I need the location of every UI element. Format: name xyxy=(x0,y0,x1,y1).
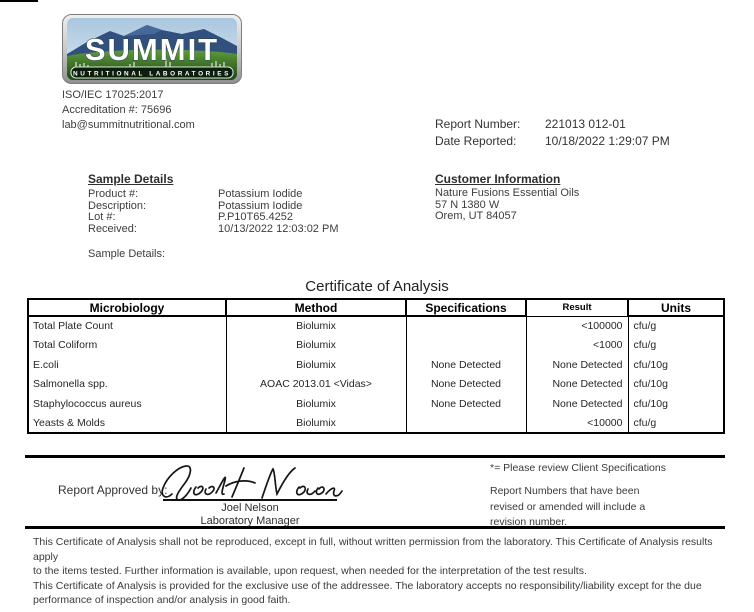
table-header-row xyxy=(28,299,724,316)
result-cell: None Detected xyxy=(526,355,628,375)
received-row xyxy=(88,224,338,236)
table-row xyxy=(28,336,724,356)
units-cell: cfu/g xyxy=(628,336,724,356)
disclaimer-text xyxy=(33,535,733,608)
customer-name: Nature Fusions Essential Oils xyxy=(435,187,580,199)
analyte-cell: E.coli xyxy=(28,355,226,375)
signature-line xyxy=(163,499,337,501)
report-approved-by-label: Report Approved by: xyxy=(58,483,168,497)
lab-info xyxy=(62,88,195,133)
method-cell: AOAC 2013.01 <Vidas> xyxy=(226,375,406,395)
description-row xyxy=(88,201,338,213)
results-table xyxy=(27,298,725,434)
received-label: Received: xyxy=(88,222,137,235)
spec-cell xyxy=(406,336,526,356)
analyte-cell: Staphylococcus aureus xyxy=(28,394,226,414)
method-cell: Biolumix xyxy=(226,414,406,434)
customer-information-heading: Customer Information xyxy=(435,172,561,186)
approver-name: Joel Nelson xyxy=(221,502,279,514)
result-cell: None Detected xyxy=(526,394,628,414)
disclaimer-line: performance of inspection and/or analysis in good faith. xyxy=(33,594,291,606)
units-cell: cfu/g xyxy=(628,414,724,434)
header-result: Result xyxy=(526,299,628,316)
method-cell: Biolumix xyxy=(226,394,406,414)
revision-note-line: revised or amended will include a xyxy=(490,500,646,513)
client-specifications-note: *= Please review Client Specifications xyxy=(490,462,666,474)
lot-number-row xyxy=(88,212,338,224)
customer-street: 57 N 1380 W xyxy=(435,198,500,211)
revision-note xyxy=(490,484,645,531)
spec-cell xyxy=(406,316,526,336)
lot-number-label: Lot #: xyxy=(88,211,116,223)
product-number-label: Product #: xyxy=(88,188,139,200)
spec-cell: None Detected xyxy=(406,375,526,395)
lot-number-value: P.P10T65.4252 xyxy=(218,211,294,223)
result-cell: None Detected xyxy=(526,375,628,395)
report-number-value: 221013 012-01 xyxy=(545,117,626,131)
revision-note-line: revision number. xyxy=(490,516,568,528)
accreditation-line: Accreditation #: 75696 xyxy=(62,104,172,116)
date-reported-value: 10/18/2022 1:29:07 PM xyxy=(545,134,670,148)
table-row xyxy=(28,375,724,395)
scan-artifact-line xyxy=(0,0,38,2)
units-cell: cfu/10g xyxy=(628,375,724,395)
logo-brand-text: SUMMIT xyxy=(84,32,220,67)
method-cell: Biolumix xyxy=(226,336,406,356)
divider-line xyxy=(25,455,725,458)
method-cell: Biolumix xyxy=(226,316,406,336)
logo-tagline-text: NUTRITIONAL LABORATORIES xyxy=(73,70,231,78)
signature-icon xyxy=(158,460,343,502)
analyte-cell: Total Plate Count xyxy=(28,316,226,336)
result-cell: <100000 xyxy=(526,316,628,336)
analyte-cell: Total Coliform xyxy=(28,336,226,356)
received-value: 10/13/2022 12:03:02 PM xyxy=(218,222,339,235)
revision-note-line: Report Numbers that have been xyxy=(490,485,640,497)
lab-email: lab@summitnutritional.com xyxy=(62,119,195,131)
header-microbiology: Microbiology xyxy=(28,299,226,316)
header-method: Method xyxy=(226,299,406,316)
analyte-cell: Yeasts & Molds xyxy=(28,414,226,434)
sample-details-heading: Sample Details xyxy=(88,172,174,186)
page-title: Certificate of Analysis xyxy=(305,278,449,295)
product-number-value: Potassium Iodide xyxy=(218,188,303,200)
method-cell: Biolumix xyxy=(226,355,406,375)
table-row xyxy=(28,414,724,434)
date-reported-row xyxy=(435,133,670,150)
table-row xyxy=(28,355,724,375)
table-row xyxy=(28,394,724,414)
customer-city: Orem, UT 84057 xyxy=(435,210,517,222)
report-meta xyxy=(435,116,670,150)
header-specifications: Specifications xyxy=(406,299,526,316)
result-cell: <10000 xyxy=(526,414,628,434)
product-number-row xyxy=(88,189,338,201)
table-row xyxy=(28,316,724,336)
units-cell: cfu/10g xyxy=(628,394,724,414)
summit-logo xyxy=(62,14,242,84)
date-reported-label: Date Reported: xyxy=(435,134,517,148)
result-cell: <1000 xyxy=(526,336,628,356)
sample-details-fields xyxy=(88,189,338,235)
summit-logo-icon xyxy=(62,14,242,84)
iso-line: ISO/IEC 17025:2017 xyxy=(62,89,164,101)
spec-cell: None Detected xyxy=(406,394,526,414)
report-number-label: Report Number: xyxy=(435,117,521,131)
analyte-cell: Salmonella spp. xyxy=(28,375,226,395)
customer-address xyxy=(435,188,579,223)
disclaimer-line: This Certificate of Analysis is provided for the exclusive use of the addressee. The laboratory accepts no responsibility/liability except for the due xyxy=(33,579,702,592)
report-number-row xyxy=(435,116,670,133)
header-units: Units xyxy=(628,299,724,316)
disclaimer-line: This Certificate of Analysis shall not be reproduced, except in full, without written permission from the laboratory. This Certificate of Analysis results apply xyxy=(33,536,713,563)
approver-title: Laboratory Manager xyxy=(200,515,300,527)
spec-cell: None Detected xyxy=(406,355,526,375)
units-cell: cfu/g xyxy=(628,316,724,336)
units-cell: cfu/10g xyxy=(628,355,724,375)
disclaimer-line: to the items tested. Further information is available, upon request, when needed for the interpretation of the test results. xyxy=(33,565,587,577)
spec-cell xyxy=(406,414,526,434)
description-label: Description: xyxy=(88,199,147,212)
sample-details-extra-label: Sample Details: xyxy=(88,248,166,260)
description-value: Potassium Iodide xyxy=(218,199,303,212)
